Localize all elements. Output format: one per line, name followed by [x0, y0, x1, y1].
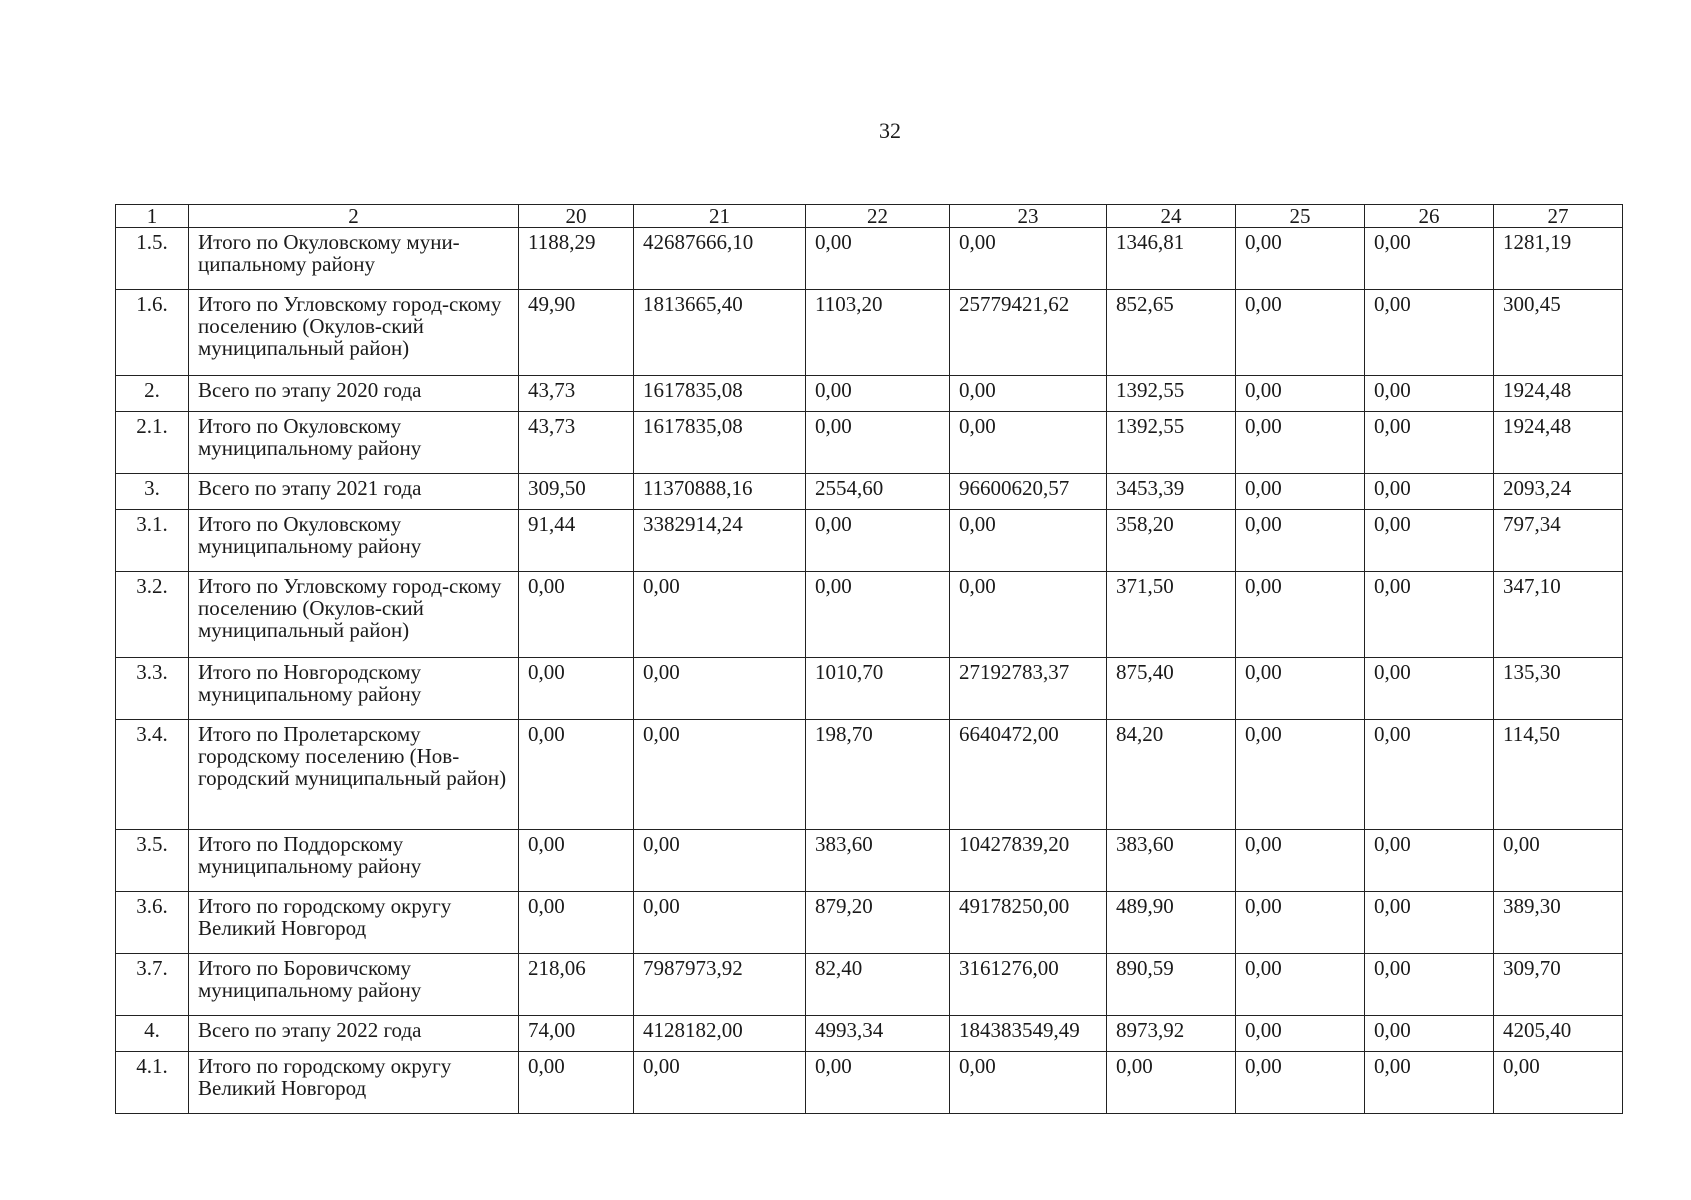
row-name-cell: Итого по Угловскому город-скому поселению (Окулов-ский муниципальный район) — [189, 290, 519, 376]
value-cell-col-21: 7987973,92 — [634, 954, 806, 1016]
value-cell-col-27: 4205,40 — [1494, 1016, 1623, 1052]
value-cell-col-22: 0,00 — [806, 412, 950, 474]
value-cell-col-23: 0,00 — [950, 228, 1107, 290]
row-name-cell: Итого по Боровичскому муниципальному району — [189, 954, 519, 1016]
value-cell-col-25: 0,00 — [1236, 892, 1365, 954]
value-cell-col-23: 184383549,49 — [950, 1016, 1107, 1052]
value-cell-col-23: 6640472,00 — [950, 720, 1107, 830]
value-cell-col-20: 43,73 — [519, 412, 634, 474]
value-cell-col-24: 0,00 — [1107, 1052, 1236, 1114]
value-cell-col-27: 0,00 — [1494, 830, 1623, 892]
value-cell-col-25: 0,00 — [1236, 658, 1365, 720]
value-cell-col-22: 2554,60 — [806, 474, 950, 510]
table-row — [116, 1052, 1623, 1114]
row-name-cell: Итого по Угловскому город-скому поселению (Окулов-ский муниципальный район) — [189, 572, 519, 658]
value-cell-col-26: 0,00 — [1365, 658, 1494, 720]
row-number-cell: 3.5. — [116, 830, 189, 892]
row-name-cell: Итого по Окуловскому муниципальному району — [189, 412, 519, 474]
value-cell-col-21: 3382914,24 — [634, 510, 806, 572]
value-cell-col-24: 383,60 — [1107, 830, 1236, 892]
value-cell-col-22: 879,20 — [806, 892, 950, 954]
value-cell-col-23: 0,00 — [950, 376, 1107, 412]
value-cell-col-21: 0,00 — [634, 658, 806, 720]
value-cell-col-27: 0,00 — [1494, 1052, 1623, 1114]
value-cell-col-26: 0,00 — [1365, 572, 1494, 658]
value-cell-col-26: 0,00 — [1365, 228, 1494, 290]
value-cell-col-25: 0,00 — [1236, 572, 1365, 658]
data-table — [115, 204, 1623, 1114]
row-number-cell: 3.2. — [116, 572, 189, 658]
value-cell-col-26: 0,00 — [1365, 1052, 1494, 1114]
row-name-cell: Итого по городскому округу Великий Новгород — [189, 892, 519, 954]
value-cell-col-24: 84,20 — [1107, 720, 1236, 830]
value-cell-col-27: 2093,24 — [1494, 474, 1623, 510]
value-cell-col-27: 1281,19 — [1494, 228, 1623, 290]
value-cell-col-23: 27192783,37 — [950, 658, 1107, 720]
value-cell-col-22: 0,00 — [806, 510, 950, 572]
value-cell-col-21: 1813665,40 — [634, 290, 806, 376]
value-cell-col-23: 0,00 — [950, 510, 1107, 572]
value-cell-col-23: 0,00 — [950, 412, 1107, 474]
value-cell-col-25: 0,00 — [1236, 290, 1365, 376]
value-cell-col-23: 10427839,20 — [950, 830, 1107, 892]
value-cell-col-23: 0,00 — [950, 1052, 1107, 1114]
value-cell-col-20: 218,06 — [519, 954, 634, 1016]
table-row — [116, 830, 1623, 892]
value-cell-col-26: 0,00 — [1365, 954, 1494, 1016]
value-cell-col-25: 0,00 — [1236, 510, 1365, 572]
value-cell-col-20: 74,00 — [519, 1016, 634, 1052]
value-cell-col-20: 43,73 — [519, 376, 634, 412]
value-cell-col-26: 0,00 — [1365, 830, 1494, 892]
table-row — [116, 290, 1623, 376]
row-name-cell: Итого по Новгородскому муниципальному району — [189, 658, 519, 720]
value-cell-col-24: 3453,39 — [1107, 474, 1236, 510]
table-row — [116, 412, 1623, 474]
value-cell-col-27: 300,45 — [1494, 290, 1623, 376]
row-number-cell: 3.4. — [116, 720, 189, 830]
table-row — [116, 474, 1623, 510]
header-cell: 24 — [1107, 205, 1236, 228]
value-cell-col-21: 42687666,10 — [634, 228, 806, 290]
table-row — [116, 1016, 1623, 1052]
value-cell-col-27: 309,70 — [1494, 954, 1623, 1016]
row-name-cell: Всего по этапу 2020 года — [189, 376, 519, 412]
value-cell-col-24: 1392,55 — [1107, 376, 1236, 412]
header-cell: 25 — [1236, 205, 1365, 228]
value-cell-col-25: 0,00 — [1236, 228, 1365, 290]
value-cell-col-21: 0,00 — [634, 572, 806, 658]
value-cell-col-26: 0,00 — [1365, 290, 1494, 376]
value-cell-col-24: 890,59 — [1107, 954, 1236, 1016]
table-row — [116, 228, 1623, 290]
value-cell-col-26: 0,00 — [1365, 474, 1494, 510]
row-number-cell: 1.6. — [116, 290, 189, 376]
table-row — [116, 720, 1623, 830]
value-cell-col-24: 489,90 — [1107, 892, 1236, 954]
value-cell-col-21: 4128182,00 — [634, 1016, 806, 1052]
header-cell: 26 — [1365, 205, 1494, 228]
value-cell-col-25: 0,00 — [1236, 1052, 1365, 1114]
value-cell-col-21: 1617835,08 — [634, 376, 806, 412]
row-number-cell: 2. — [116, 376, 189, 412]
row-number-cell: 3.6. — [116, 892, 189, 954]
value-cell-col-22: 383,60 — [806, 830, 950, 892]
table-row — [116, 658, 1623, 720]
header-cell: 1 — [116, 205, 189, 228]
value-cell-col-20: 0,00 — [519, 1052, 634, 1114]
row-number-cell: 3.7. — [116, 954, 189, 1016]
value-cell-col-21: 0,00 — [634, 892, 806, 954]
table-row — [116, 892, 1623, 954]
value-cell-col-22: 0,00 — [806, 1052, 950, 1114]
value-cell-col-24: 371,50 — [1107, 572, 1236, 658]
value-cell-col-27: 389,30 — [1494, 892, 1623, 954]
header-cell: 23 — [950, 205, 1107, 228]
row-number-cell: 3. — [116, 474, 189, 510]
value-cell-col-20: 0,00 — [519, 720, 634, 830]
value-cell-col-20: 309,50 — [519, 474, 634, 510]
value-cell-col-25: 0,00 — [1236, 954, 1365, 1016]
value-cell-col-20: 0,00 — [519, 658, 634, 720]
value-cell-col-22: 0,00 — [806, 572, 950, 658]
row-name-cell: Итого по городскому округу Великий Новгород — [189, 1052, 519, 1114]
row-number-cell: 2.1. — [116, 412, 189, 474]
value-cell-col-25: 0,00 — [1236, 474, 1365, 510]
value-cell-col-23: 0,00 — [950, 572, 1107, 658]
row-number-cell: 1.5. — [116, 228, 189, 290]
value-cell-col-21: 11370888,16 — [634, 474, 806, 510]
value-cell-col-22: 198,70 — [806, 720, 950, 830]
value-cell-col-24: 8973,92 — [1107, 1016, 1236, 1052]
row-number-cell: 3.1. — [116, 510, 189, 572]
value-cell-col-25: 0,00 — [1236, 376, 1365, 412]
value-cell-col-22: 4993,34 — [806, 1016, 950, 1052]
value-cell-col-20: 0,00 — [519, 830, 634, 892]
value-cell-col-20: 49,90 — [519, 290, 634, 376]
row-name-cell: Всего по этапу 2022 года — [189, 1016, 519, 1052]
table-row — [116, 572, 1623, 658]
value-cell-col-21: 0,00 — [634, 1052, 806, 1114]
value-cell-col-24: 1346,81 — [1107, 228, 1236, 290]
value-cell-col-23: 96600620,57 — [950, 474, 1107, 510]
value-cell-col-26: 0,00 — [1365, 720, 1494, 830]
value-cell-col-22: 0,00 — [806, 376, 950, 412]
table-row — [116, 376, 1623, 412]
value-cell-col-21: 1617835,08 — [634, 412, 806, 474]
value-cell-col-20: 1188,29 — [519, 228, 634, 290]
row-name-cell: Итого по Поддорскому муниципальному району — [189, 830, 519, 892]
value-cell-col-25: 0,00 — [1236, 1016, 1365, 1052]
table-header-row — [116, 205, 1623, 228]
value-cell-col-26: 0,00 — [1365, 510, 1494, 572]
value-cell-col-27: 135,30 — [1494, 658, 1623, 720]
row-name-cell: Итого по Окуловскому муни-ципальному району — [189, 228, 519, 290]
header-cell: 22 — [806, 205, 950, 228]
value-cell-col-23: 3161276,00 — [950, 954, 1107, 1016]
value-cell-col-22: 0,00 — [806, 228, 950, 290]
header-cell: 27 — [1494, 205, 1623, 228]
value-cell-col-26: 0,00 — [1365, 412, 1494, 474]
value-cell-col-20: 0,00 — [519, 572, 634, 658]
row-name-cell: Итого по Пролетарскому городскому поселению (Нов-городский муниципальный район) — [189, 720, 519, 830]
value-cell-col-27: 1924,48 — [1494, 376, 1623, 412]
value-cell-col-27: 797,34 — [1494, 510, 1623, 572]
header-cell: 2 — [189, 205, 519, 228]
value-cell-col-27: 114,50 — [1494, 720, 1623, 830]
page-number: 32 — [879, 118, 901, 143]
value-cell-col-22: 1010,70 — [806, 658, 950, 720]
value-cell-col-22: 82,40 — [806, 954, 950, 1016]
row-name-cell: Всего по этапу 2021 года — [189, 474, 519, 510]
value-cell-col-25: 0,00 — [1236, 720, 1365, 830]
row-number-cell: 4. — [116, 1016, 189, 1052]
row-number-cell: 4.1. — [116, 1052, 189, 1114]
value-cell-col-27: 347,10 — [1494, 572, 1623, 658]
row-name-cell: Итого по Окуловскому муниципальному району — [189, 510, 519, 572]
value-cell-col-26: 0,00 — [1365, 376, 1494, 412]
header-cell: 20 — [519, 205, 634, 228]
value-cell-col-26: 0,00 — [1365, 892, 1494, 954]
table-row — [116, 510, 1623, 572]
table-row — [116, 954, 1623, 1016]
value-cell-col-23: 25779421,62 — [950, 290, 1107, 376]
row-number-cell: 3.3. — [116, 658, 189, 720]
value-cell-col-22: 1103,20 — [806, 290, 950, 376]
value-cell-col-24: 358,20 — [1107, 510, 1236, 572]
value-cell-col-20: 91,44 — [519, 510, 634, 572]
header-cell: 21 — [634, 205, 806, 228]
value-cell-col-23: 49178250,00 — [950, 892, 1107, 954]
value-cell-col-21: 0,00 — [634, 720, 806, 830]
value-cell-col-24: 875,40 — [1107, 658, 1236, 720]
value-cell-col-25: 0,00 — [1236, 412, 1365, 474]
value-cell-col-20: 0,00 — [519, 892, 634, 954]
value-cell-col-26: 0,00 — [1365, 1016, 1494, 1052]
value-cell-col-24: 1392,55 — [1107, 412, 1236, 474]
value-cell-col-24: 852,65 — [1107, 290, 1236, 376]
value-cell-col-21: 0,00 — [634, 830, 806, 892]
value-cell-col-27: 1924,48 — [1494, 412, 1623, 474]
value-cell-col-25: 0,00 — [1236, 830, 1365, 892]
